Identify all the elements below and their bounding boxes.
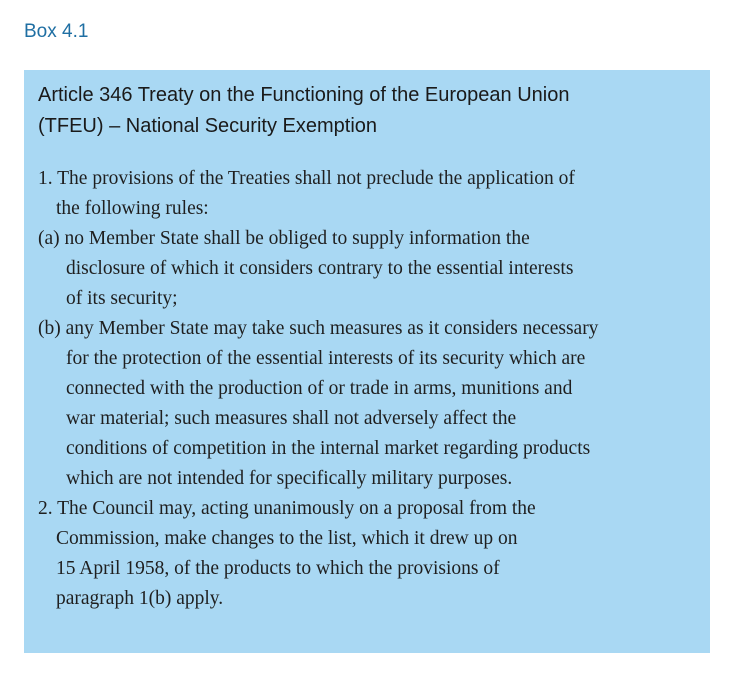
provision-2 xyxy=(38,494,694,614)
box-title xyxy=(38,80,694,142)
provision-line: disclosure of which it considers contrary to the essential interests xyxy=(66,258,574,279)
provision-line: 2. The Council may, acting unanimously on a proposal from the xyxy=(38,498,536,519)
provision-1b xyxy=(38,314,694,494)
provision-line: paragraph 1(b) apply. xyxy=(56,588,224,609)
provision-line: Commission, make changes to the list, which it drew up on xyxy=(56,528,518,549)
box-label: Box 4.1 xyxy=(24,21,89,42)
provisions-list xyxy=(38,164,694,614)
provision-line: 1. The provisions of the Treaties shall not preclude the application of xyxy=(38,168,575,189)
article-box xyxy=(24,70,710,653)
provision-line: conditions of competition in the internal market regarding products xyxy=(66,438,591,459)
provision-line: connected with the production of or trade in arms, munitions and xyxy=(66,378,573,399)
provision-line: 15 April 1958, of the products to which the provisions of xyxy=(56,558,500,579)
provision-line: which are not intended for specifically military purposes. xyxy=(66,468,513,489)
box-title-line: Article 346 Treaty on the Functioning of the European Union xyxy=(38,84,570,106)
box-title-line: (TFEU) – National Security Exemption xyxy=(38,115,378,137)
provision-line: war material; such measures shall not adversely affect the xyxy=(66,408,517,429)
provision-line: of its security; xyxy=(66,288,178,309)
provision-line: for the protection of the essential interests of its security which are xyxy=(66,348,586,369)
provision-line: the following rules: xyxy=(56,198,209,219)
provision-1 xyxy=(38,164,694,224)
provision-line: (b) any Member State may take such measures as it considers necessary xyxy=(38,318,599,339)
provision-1a xyxy=(38,224,694,314)
provision-line: (a) no Member State shall be obliged to supply information the xyxy=(38,228,530,249)
